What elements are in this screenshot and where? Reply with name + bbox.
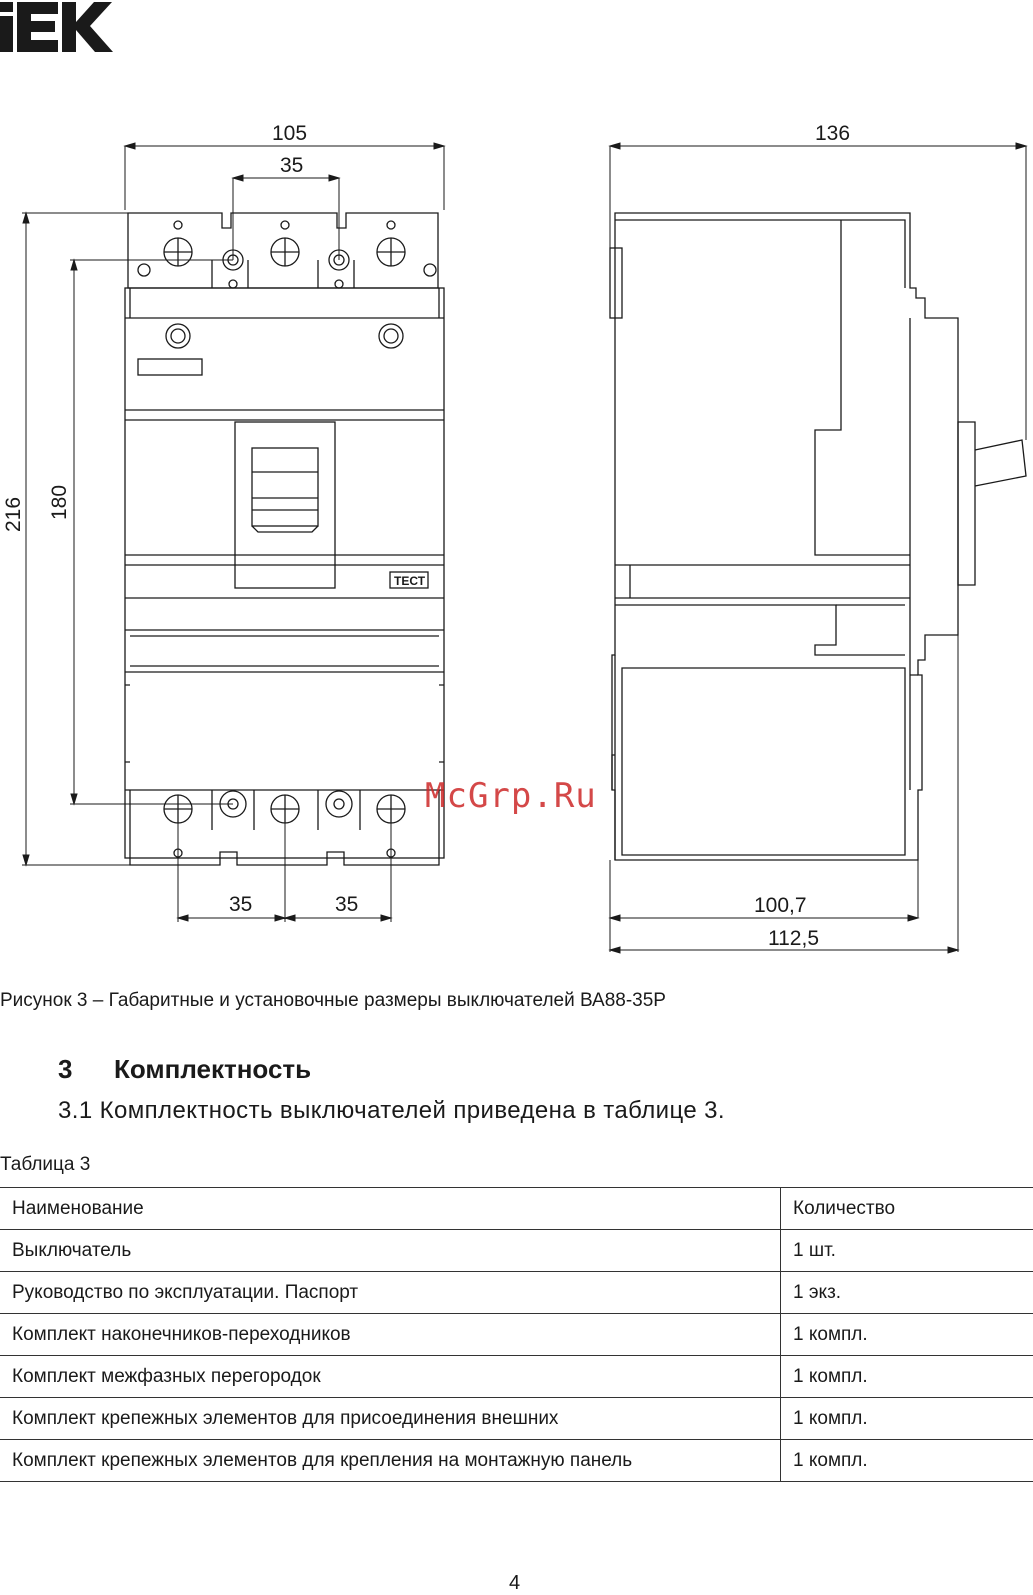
- table-cell-qty: 1 компл.: [781, 1440, 1033, 1482]
- table-row: [0, 1272, 1033, 1314]
- table-row: [0, 1356, 1033, 1398]
- contents-table: [0, 1187, 1033, 1482]
- table-cell-qty: 1 компл.: [781, 1314, 1033, 1356]
- table-cell-qty: 1 компл.: [781, 1398, 1033, 1440]
- section-title: Комплектность: [114, 1054, 311, 1084]
- table-row: [0, 1398, 1033, 1440]
- dim-35-bottom-left: 35: [229, 893, 252, 916]
- watermark: McGrp.Ru: [425, 776, 597, 816]
- table-cell-qty: 1 шт.: [781, 1230, 1033, 1272]
- section-number: 3: [58, 1054, 114, 1085]
- table-row: [0, 1314, 1033, 1356]
- iek-logo: [0, 0, 115, 56]
- table-cell-name: Руководство по эксплуатации. Паспорт: [0, 1272, 781, 1314]
- table-cell-name: Комплект крепежных элементов для крепления на монтажную панель: [0, 1440, 781, 1482]
- table-cell-qty: 1 компл.: [781, 1356, 1033, 1398]
- dim-100-7: 100,7: [754, 894, 807, 917]
- table-header-row: [0, 1188, 1033, 1230]
- test-label: ТЕСТ: [394, 574, 426, 588]
- dim-180: 180: [48, 485, 71, 520]
- front-view: [125, 213, 444, 865]
- table-row: [0, 1440, 1033, 1482]
- table-cell-name: Комплект межфазных перегородок: [0, 1356, 781, 1398]
- dim-216: 216: [2, 497, 25, 532]
- section-paragraph: 3.1 Комплектность выключателей приведена в таблице 3.: [58, 1097, 725, 1125]
- table-cell-name: Комплект крепежных элементов для присоединения внешних: [0, 1398, 781, 1440]
- table-cell-name: Наименование: [0, 1188, 781, 1230]
- dimension-drawing: [0, 100, 1033, 980]
- table-row: [0, 1230, 1033, 1272]
- table-cell-name: Выключатель: [0, 1230, 781, 1272]
- table-label: Таблица 3: [0, 1154, 90, 1176]
- table-cell-qty: Количество: [781, 1188, 1033, 1230]
- side-view: [610, 213, 1026, 860]
- table-cell-qty: 1 экз.: [781, 1272, 1033, 1314]
- section-heading: [58, 1054, 311, 1085]
- page-number: 4: [509, 1572, 520, 1595]
- dim-105: 105: [272, 122, 307, 145]
- dim-35-top: 35: [280, 154, 303, 177]
- dim-112-5: 112,5: [768, 927, 819, 950]
- figure-caption: Рисунок 3 – Габаритные и установочные размеры выключателей ВА88-35Р: [0, 990, 666, 1012]
- dim-35-bottom-right: 35: [335, 893, 358, 916]
- dim-136: 136: [815, 122, 850, 145]
- table-cell-name: Комплект наконечников-переходников: [0, 1314, 781, 1356]
